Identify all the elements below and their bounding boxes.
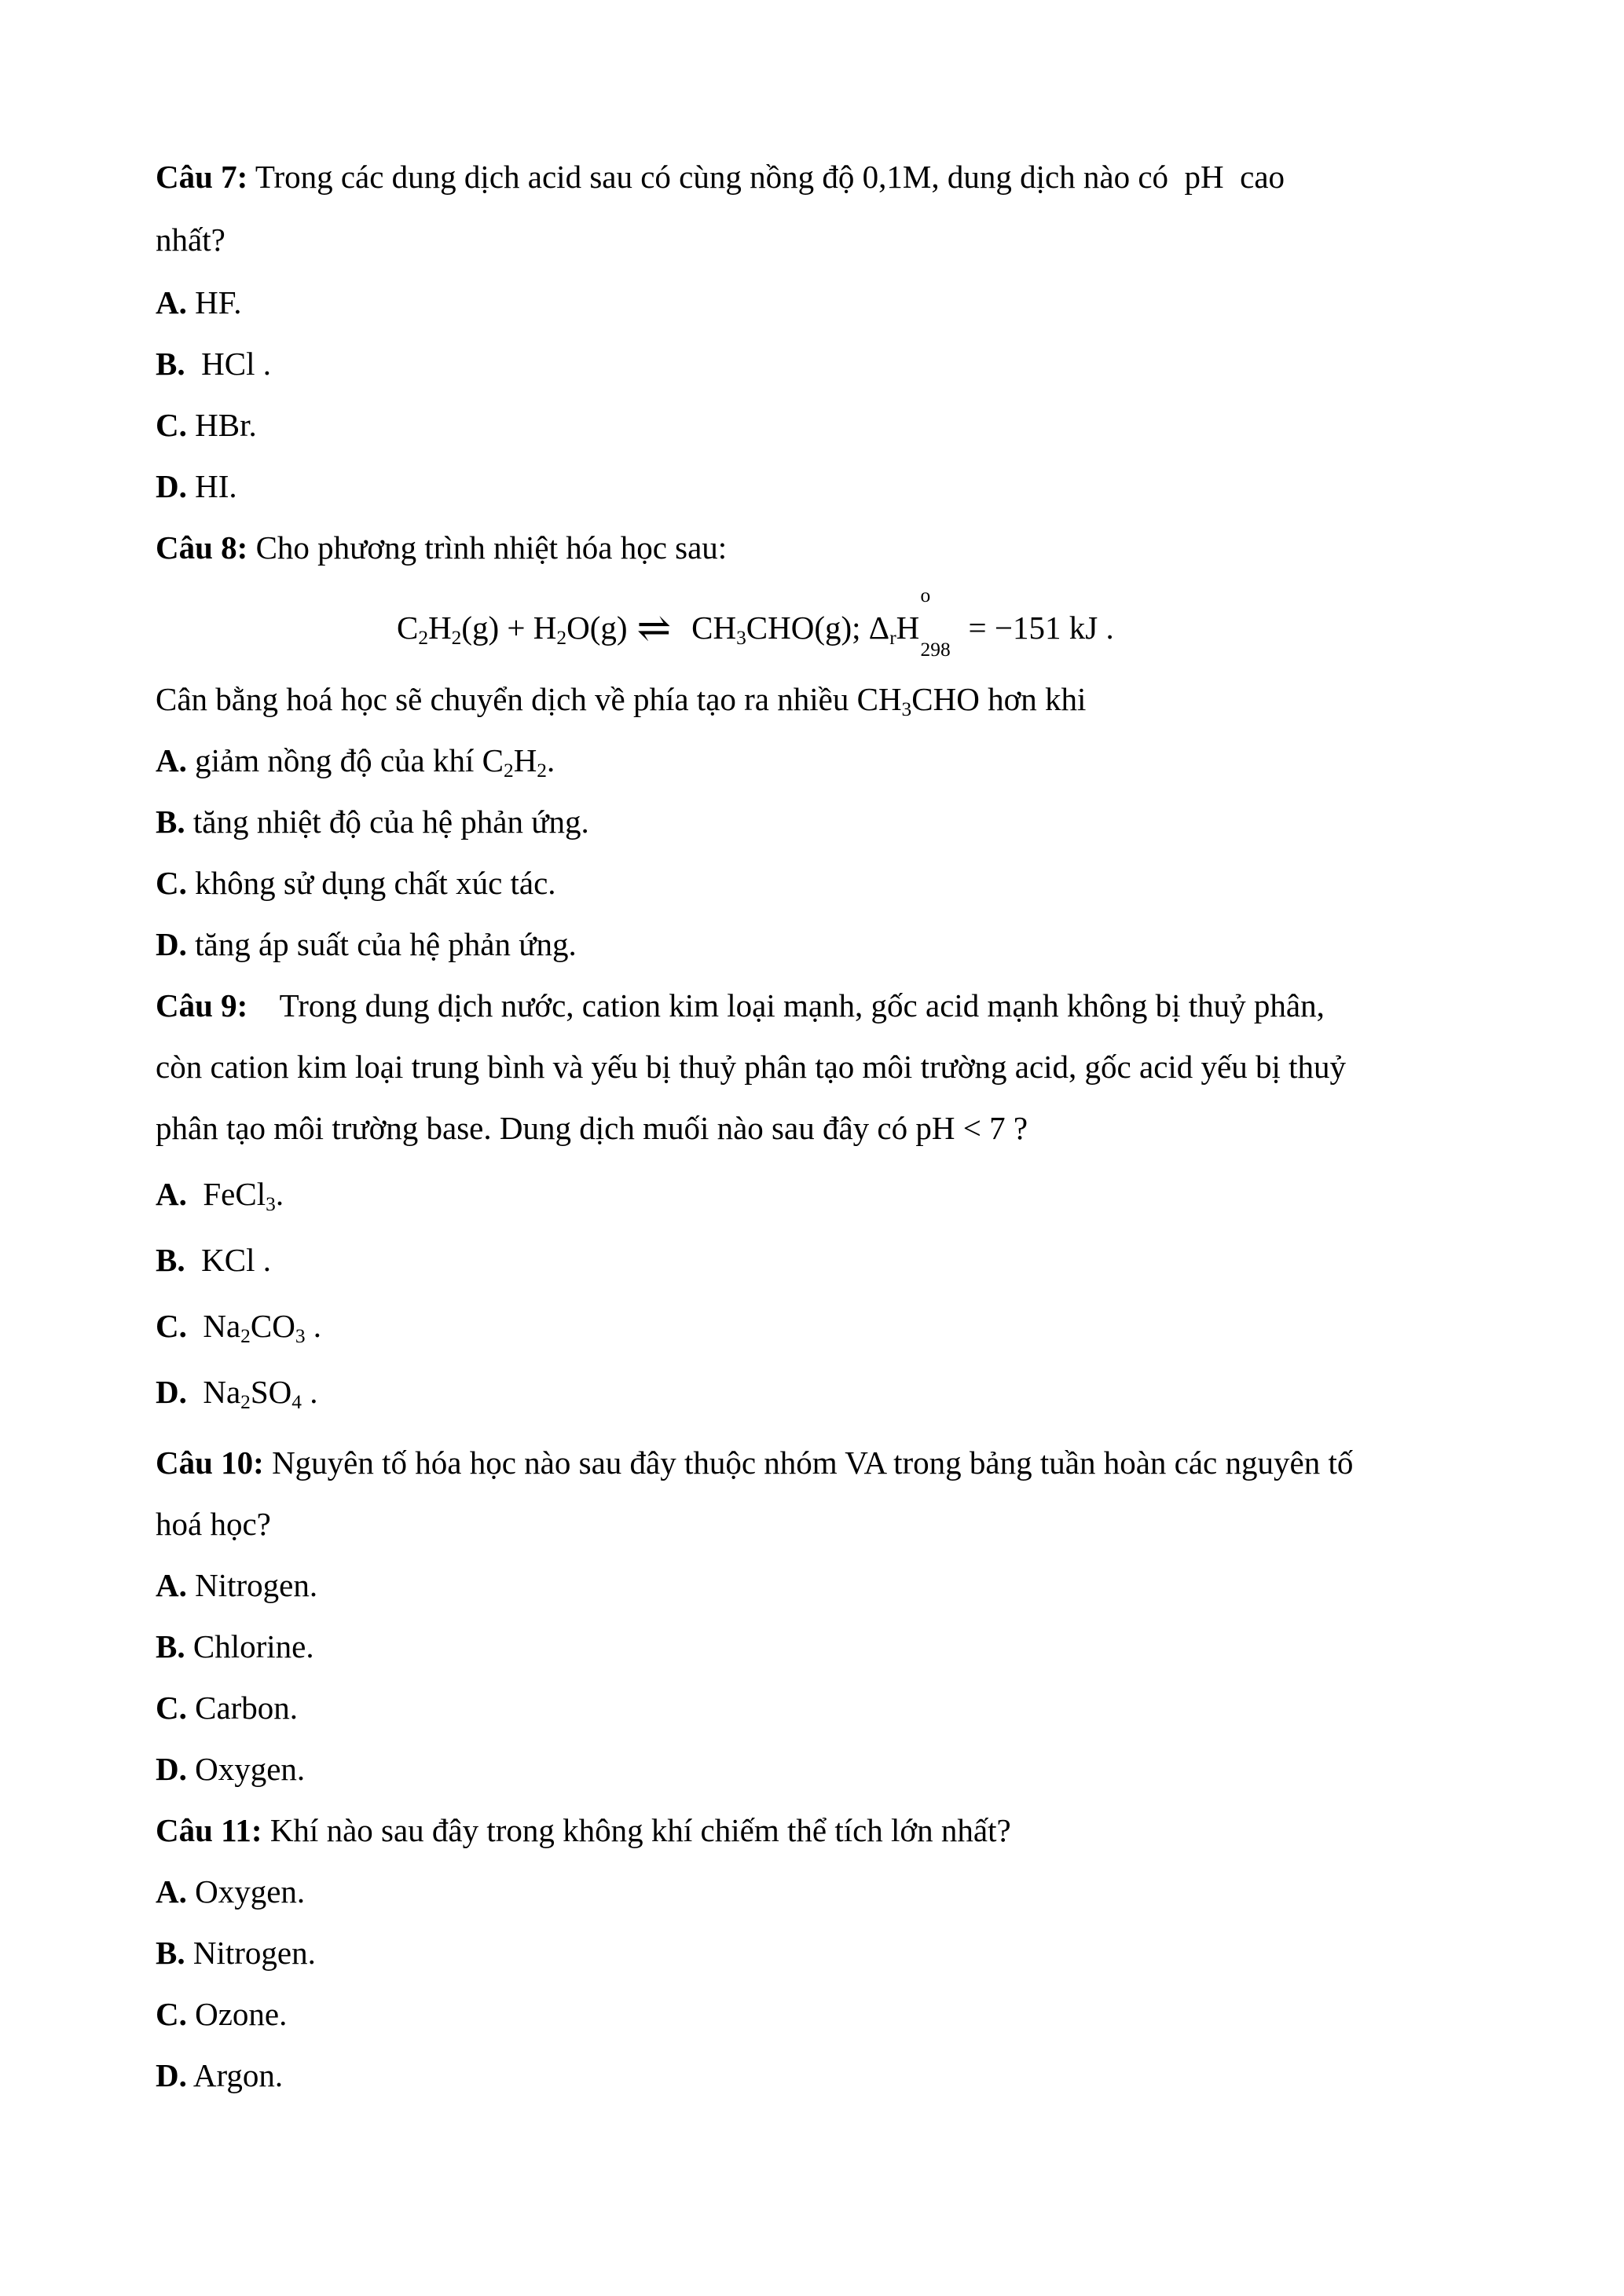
option-sub: 2	[503, 760, 514, 782]
option-text: Chlorine.	[185, 1628, 314, 1664]
question-11-option-c	[156, 1998, 287, 2031]
option-text: .	[302, 1374, 318, 1410]
option-label: B.	[156, 1242, 185, 1278]
eq-part: (g) + H	[461, 610, 557, 646]
eq-part: O(g)	[566, 610, 628, 646]
eq-part: H	[896, 610, 920, 646]
option-label: D.	[156, 468, 187, 504]
option-label: D.	[156, 1374, 187, 1410]
option-label: B.	[156, 346, 185, 382]
question-7	[156, 161, 1285, 193]
question-8-label: Câu 8:	[156, 529, 248, 566]
eq-part: C	[397, 610, 419, 646]
option-text: không sử dụng chất xúc tác.	[186, 865, 556, 901]
stem-sub: 3	[901, 698, 912, 721]
question-9-option-c	[156, 1308, 322, 1348]
option-sub: 2	[537, 760, 547, 782]
question-9	[156, 987, 1472, 1023]
question-11-option-a	[156, 1873, 306, 1910]
question-9-option-a	[156, 1176, 284, 1216]
question-8-option-c	[156, 867, 556, 899]
question-7-label: Câu 7:	[156, 159, 248, 195]
option-text: Na	[186, 1374, 241, 1410]
option-label: C.	[156, 865, 187, 901]
question-10-text: Nguyên tố hóa học nào sau đây thuộc nhóm VA trong bảng tuần hoàn các nguyên tố	[263, 1445, 1354, 1481]
option-label: A.	[156, 1567, 187, 1603]
question-11-label: Câu 11:	[156, 1812, 262, 1848]
option-label: B.	[156, 804, 185, 840]
question-11-option-b	[156, 1937, 316, 1969]
question-7-option-a	[156, 284, 242, 320]
option-text: tăng áp suất của hệ phản ứng.	[186, 926, 577, 962]
option-text: Nitrogen.	[186, 1567, 318, 1603]
question-9-option-d	[156, 1374, 318, 1414]
option-text: giảm nồng độ của khí C	[186, 742, 504, 778]
option-label: A.	[156, 1873, 187, 1910]
option-label: C.	[156, 1308, 187, 1344]
question-9-text: Trong dung dịch nước, cation kim loại mạnh, gốc acid mạnh không bị thuỷ phân,	[247, 987, 1325, 1023]
question-8-stem	[156, 681, 1087, 721]
question-7-option-b	[156, 348, 271, 380]
enthalpy-indices: o 298	[920, 584, 951, 661]
option-label: D.	[156, 926, 187, 962]
option-label: B.	[156, 1628, 185, 1664]
question-9-text-cont2	[156, 1112, 1028, 1144]
option-label: C.	[156, 1996, 187, 2032]
option-text: CO	[250, 1308, 295, 1344]
option-label: D.	[156, 2057, 187, 2093]
question-7-text-line2: nhất?	[156, 222, 225, 258]
question-11-text: Khí nào sau đây trong không khí chiếm thể tích lớn nhất?	[262, 1812, 1011, 1848]
eq-sub: r	[889, 627, 896, 650]
question-7-option-d	[156, 468, 237, 504]
option-text: Nitrogen.	[185, 1935, 316, 1971]
eq-part: = −151 kJ .	[960, 610, 1114, 646]
question-10-option-b	[156, 1628, 314, 1664]
question-9-option-b	[156, 1244, 271, 1276]
option-sub: 3	[295, 1325, 306, 1348]
option-text: .	[275, 1176, 284, 1212]
option-text: Argon.	[186, 2057, 284, 2093]
question-10	[156, 1447, 1353, 1479]
equilibrium-arrow-icon: ⇌	[636, 606, 673, 651]
option-text: FeCl	[186, 1176, 266, 1212]
question-9-label: Câu 9:	[156, 987, 248, 1023]
question-8-option-d	[156, 928, 577, 961]
option-label: D.	[156, 1751, 187, 1787]
question-8-option-b	[156, 806, 589, 838]
option-text: HCl .	[185, 346, 271, 382]
question-10-label: Câu 10:	[156, 1445, 264, 1481]
eq-part: CH	[691, 610, 737, 646]
eq-part: H	[428, 610, 452, 646]
option-sub: 4	[291, 1391, 302, 1414]
option-text: Na	[186, 1308, 241, 1344]
eq-sub: 3	[736, 627, 746, 650]
option-text: .	[305, 1308, 322, 1344]
option-label: C.	[156, 1690, 187, 1726]
option-text: .	[547, 742, 555, 778]
question-7-option-c	[156, 409, 257, 441]
question-7-text: Trong các dung dịch acid sau có cùng nồng độ 0,1M, dung dịch nào có pH cao	[247, 159, 1285, 195]
question-11-option-d	[156, 2057, 284, 2093]
option-text: Ozone.	[186, 1996, 288, 2032]
option-label: B.	[156, 1935, 185, 1971]
option-sub: 2	[240, 1325, 251, 1348]
question-10-text-line2: hoá học?	[156, 1506, 271, 1542]
stem-text: Cân bằng hoá học sẽ chuyển dịch về phía tạo ra nhiều CH	[156, 681, 902, 717]
question-10-text-cont	[156, 1508, 271, 1540]
question-9-text-line3: phân tạo môi trường base. Dung dịch muối nào sau đây có pH < 7 ?	[156, 1110, 1028, 1146]
option-text: Oxygen.	[186, 1751, 306, 1787]
question-8	[156, 529, 728, 566]
stem-text: CHO hơn khi	[911, 681, 1087, 717]
question-10-option-c	[156, 1692, 298, 1724]
question-8-option-a	[156, 742, 555, 782]
enthalpy-symbol	[896, 612, 920, 644]
eq-part: CHO(g); Δ	[746, 610, 890, 646]
question-9-text-line2: còn cation kim loại trung bình và yếu bị thuỷ phân tạo môi trường acid, gốc acid yếu bị thuỷ	[156, 1049, 1347, 1085]
option-text: Oxygen.	[186, 1873, 306, 1910]
question-7-text-cont	[156, 224, 225, 256]
question-9-text-cont	[156, 1051, 1346, 1083]
eq-sub: 2	[556, 627, 567, 650]
option-text: H	[513, 742, 537, 778]
option-label: C.	[156, 407, 187, 443]
option-sub: 3	[266, 1193, 276, 1216]
eq-sub: 2	[418, 627, 429, 650]
question-10-option-d	[156, 1753, 305, 1785]
question-11	[156, 1814, 1011, 1847]
option-label: A.	[156, 1176, 187, 1212]
option-text: HF.	[186, 284, 242, 320]
eq-sub: 2	[451, 627, 462, 650]
option-text: SO	[250, 1374, 292, 1410]
option-text: Carbon.	[186, 1690, 299, 1726]
question-10-option-a	[156, 1569, 317, 1602]
option-label: A.	[156, 742, 187, 778]
option-text: tăng nhiệt độ của hệ phản ứng.	[185, 804, 589, 840]
option-text: HI.	[186, 468, 237, 504]
option-text: HBr.	[186, 407, 257, 443]
option-text: KCl .	[185, 1242, 271, 1278]
question-8-text: Cho phương trình nhiệt hóa học sau:	[247, 529, 728, 566]
thermochemical-equation	[397, 584, 1114, 661]
option-sub: 2	[240, 1391, 251, 1414]
option-label: A.	[156, 284, 187, 320]
